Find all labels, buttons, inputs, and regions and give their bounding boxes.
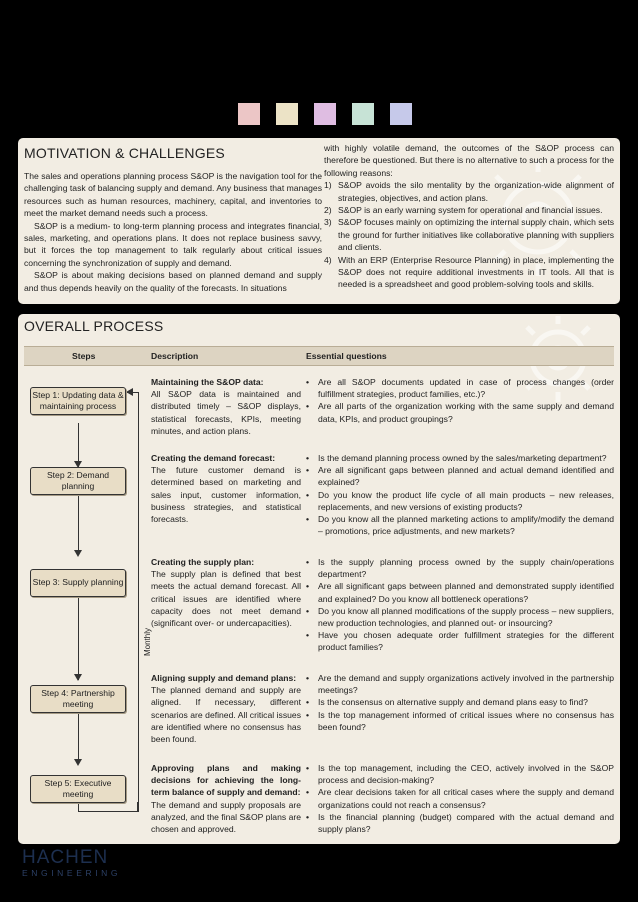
step-4-description: Aligning supply and demand plans: The planned demand and supply are aligned. If necessary, different scenarios are defined. All critical issues are identified where no consensus has been found. <box>151 673 301 745</box>
question-item: • Are all S&OP documents updated in case of process changes (order fulfillment strategies, product families, etc.)? <box>306 377 614 400</box>
header-questions: Essential questions <box>306 351 387 361</box>
motivation-paragraph-1: The sales and operations planning process S&OP is the navigation tool for the challenging task of balancing supply and demand. Any business that manages resources such as human resources, machinery, capital, and inventories to meet the market demand needs such a process. <box>24 171 322 219</box>
flow-line <box>78 584 79 680</box>
arrow-down-icon <box>74 759 82 766</box>
feedback-loop-bottom <box>78 802 138 812</box>
question-item: • Is the supply planning process owned by the supply chain/operations department? <box>306 557 614 580</box>
question-item: • Are all parts of the organization working with the same supply and demand data, KPIs, and product groupings? <box>306 401 614 424</box>
arrow-left-icon <box>126 388 133 396</box>
logo-line-1: HACHEN <box>22 847 109 868</box>
question-item: • Do you know all the planned marketing actions to amplify/modify the demand – promotions, price adjustments, and new markets? <box>306 514 614 537</box>
step-2-box: Step 2: Demand planning <box>30 467 126 495</box>
step-4-questions <box>306 672 614 733</box>
step-1-questions <box>306 376 614 425</box>
reason-item: 2) S&OP is an early warning system for operational and financial issues. <box>324 205 603 216</box>
logo-line-2: ENGINEERING <box>22 868 122 878</box>
flow-line <box>78 496 79 554</box>
step-2-questions <box>306 452 614 537</box>
feedback-loop-side <box>138 392 139 812</box>
hachen-engineering-logo <box>22 848 121 878</box>
question-item: • Are all significant gaps between planned and demonstrated supply identified and explained? Do you know all bottleneck operations? <box>306 581 614 604</box>
arrow-down-icon <box>74 550 82 557</box>
question-item: • Have you chosen adequate order fulfillment strategies for the different product families? <box>306 630 614 653</box>
reasons-list <box>324 179 614 291</box>
reason-item: 1) S&OP avoids the silo mentality by the organization-wide alignment of strategies, objectives, and action plans. <box>324 180 614 203</box>
step-5-box: Step 5: Executive meeting <box>30 775 126 803</box>
step-3-description: Creating the supply plan: The supply plan is defined that best meets the actual demand forecast. All critical issues are identified where capacity does not meet demand (significant over- or undercapacities). <box>151 557 301 629</box>
question-item: • Is the financial planning (budget) compared with the actual demand and supply plans? <box>306 811 614 835</box>
header-steps: Steps <box>72 351 96 361</box>
motivation-right-column <box>324 142 614 291</box>
step-2-description: Creating the demand forecast: The future customer demand is determined based on marketing and sales input, customer information, business strategies, and statistical forecasts. <box>151 453 301 525</box>
reason-item: 3) S&OP focuses mainly on optimizing the internal supply chain, which sets the ground for further initiatives like collaborative planning with suppliers and clients. <box>324 217 614 253</box>
step-4-box: Step 4: Partnership meeting <box>30 685 126 713</box>
motivation-paragraph-2: S&OP is a medium- to long-term planning process and integrates financial, sales, marketing, and operations plans. It does not replace business savvy, but it forces the top management to talk regularly about critical issues concerning the synchronization of supply and demand. <box>24 220 322 268</box>
table-header <box>24 346 614 366</box>
question-item: • Are clear decisions taken for all critical cases where the supply and demand organizations could not reach a consensus? <box>306 787 614 810</box>
overall-process-panel <box>18 314 620 844</box>
step-5-description: Approving plans and making decisions for achieving the long-term balance of supply and demand: The demand and supply proposals are analyzed, and the final S&OP plans are chosen and approved. <box>151 763 301 835</box>
monthly-label: Monthly <box>143 627 152 656</box>
color-swatches <box>238 103 412 125</box>
swatch-yellow <box>276 103 298 125</box>
question-item: • Are all significant gaps between planned and actual demand identified and explained? <box>306 465 614 488</box>
motivation-reasons-intro: with highly volatile demand, the outcomes of the S&OP process can therefore be questioned. But there is no alternative to such a process for the following reasons: <box>324 143 614 178</box>
question-item: • Is the top management, including the CEO, actively involved in the S&OP process and decision-making? <box>306 763 614 786</box>
question-item: • Is the demand planning process owned by the sales/marketing department? <box>306 453 607 463</box>
flow-line <box>78 714 79 764</box>
swatch-pink <box>238 103 260 125</box>
step-3-questions <box>306 556 614 654</box>
step-5-questions <box>306 762 614 835</box>
overall-title: OVERALL PROCESS <box>24 318 164 334</box>
swatch-green <box>352 103 374 125</box>
step-1-description: Maintaining the S&OP data: All S&OP data is maintained and distributed timely – S&OP displays, statistical forecasts, KPIs, meeting minutes, and action plans. <box>151 377 301 436</box>
header-description: Description <box>151 351 199 361</box>
reason-item: 4) With an ERP (Enterprise Resource Planning) in place, implementing the S&OP does not require additional investments in IT tools. All that is needed is a spreadsheet and good problem-solving tools and skills. <box>324 254 614 290</box>
step-3-box: Step 3: Supply planning <box>30 569 126 597</box>
swatch-violet <box>314 103 336 125</box>
motivation-left-column <box>24 144 322 294</box>
motivation-paragraph-3: S&OP is about making decisions based on planned demand and supply and thus depends heavily on the quality of the forecasts. In situations <box>24 270 322 293</box>
question-item: • Is the top management informed of critical issues where no consensus has been found? <box>306 709 614 732</box>
motivation-title: MOTIVATION & CHALLENGES <box>24 145 225 161</box>
question-item: • Do you know the product life cycle of all main products – new releases, replacements, and new versions of existing products? <box>306 489 614 512</box>
arrow-down-icon <box>74 674 82 681</box>
swatch-blue <box>390 103 412 125</box>
question-item: • Are the demand and supply organizations actively involved in the partnership meetings? <box>306 673 614 696</box>
question-item: • Do you know all planned modifications of the supply process – new suppliers, new production technologies, and planned out- or insourcing? <box>306 605 614 629</box>
question-item: • Is the consensus on alternative supply and demand plans easy to find? <box>306 697 588 708</box>
motivation-panel <box>18 138 620 304</box>
step-1-box: Step 1: Updating data & maintaining process <box>30 387 126 415</box>
